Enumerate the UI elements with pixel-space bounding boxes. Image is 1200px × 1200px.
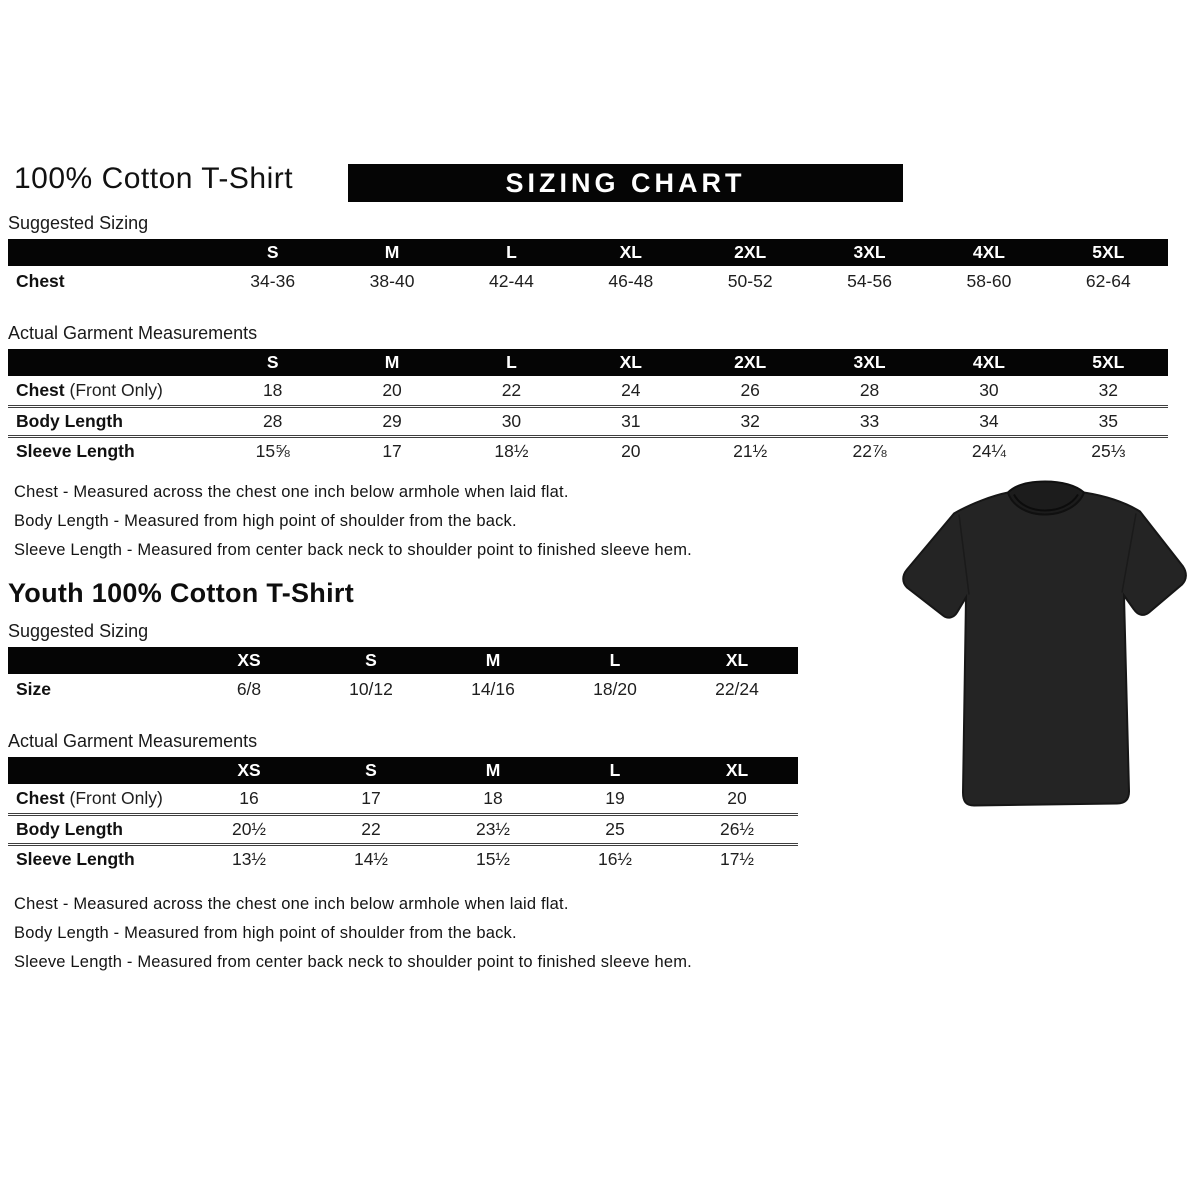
cell: 20 [571,436,690,466]
size-header: 2XL [691,239,810,266]
size-header: XL [676,647,798,674]
size-header: M [332,239,451,266]
tshirt-product-image [893,472,1193,822]
size-header: S [213,349,332,376]
youth-suggested-table [8,647,798,704]
youth-suggested-label: Suggested Sizing [8,621,149,641]
cell: 18 [483,787,503,808]
cell: 20½ [188,814,310,844]
row-label-text: Size [16,678,52,699]
size-header: L [452,239,571,266]
cell: 20 [727,787,747,808]
table-row [8,814,798,844]
row-label [8,406,213,436]
title-row [8,160,1170,204]
table-row [8,376,1168,406]
youth-notes [8,890,1170,977]
header-spacer [8,757,188,784]
cell: 28 [213,406,332,436]
cell: 22/24 [715,678,759,699]
cell: 29 [332,406,451,436]
size-header: XS [188,757,310,784]
cell: 20 [382,379,402,400]
row-label [8,266,213,296]
cell: 6/8 [236,678,262,699]
table-row [8,406,1168,436]
cell: 18/20 [593,678,637,699]
cell: 28 [859,379,880,400]
table-row [8,674,798,704]
cell: 18 [262,379,283,400]
youth-title: Youth 100% Cotton T-Shirt [8,578,354,608]
size-header: S [310,757,432,784]
cell: 46-48 [608,270,654,291]
cell: 62-64 [1085,270,1131,291]
adult-garment-label: Actual Garment Measurements [8,323,258,343]
cell: 19 [605,787,625,808]
cell: 50-52 [727,270,773,291]
youth-garment-label: Actual Garment Measurements [8,731,258,751]
cell: 24¼ [929,436,1048,466]
youth-garment-table [8,757,798,874]
cell: 14/16 [471,678,515,699]
row-label [8,844,188,874]
cell: 14½ [310,844,432,874]
size-header: XL [571,239,690,266]
row-label [8,376,213,406]
size-header: 4XL [929,349,1048,376]
row-label-suffix: (Front Only) [64,379,163,400]
row-label [8,814,188,844]
black-tshirt-graphic [893,472,1193,822]
adult-suggested-label: Suggested Sizing [8,213,149,233]
adult-suggested-table [8,239,1168,296]
note-chest: Chest - Measured across the chest one inch below armhole when laid flat. [14,895,569,913]
size-header: M [332,349,451,376]
cell: 15½ [432,844,554,874]
cell: 30 [452,406,571,436]
cell: 22 [501,379,522,400]
cell: 25 [554,814,676,844]
row-label [8,784,188,814]
row-label-text: Sleeve Length [16,441,135,462]
cell: 23½ [432,814,554,844]
cell: 10/12 [349,678,393,699]
cell: 17 [332,436,451,466]
cell: 26 [740,379,760,400]
cell: 30 [979,379,999,400]
cell: 22 [310,814,432,844]
cell: 31 [571,406,690,436]
size-header: L [554,647,676,674]
adult-garment-table [8,349,1168,466]
adult-suggested-header-row [8,239,1168,266]
header-spacer [8,647,188,674]
cell: 16½ [554,844,676,874]
size-header: 4XL [929,239,1048,266]
size-header: 2XL [691,349,810,376]
cell: 16 [239,787,259,808]
table-row [8,844,798,874]
row-label-text: Chest [16,270,65,291]
size-header: XL [676,757,798,784]
cell: 21½ [691,436,810,466]
size-header: L [554,757,676,784]
youth-garment-header-row [8,757,798,784]
size-header: M [432,647,554,674]
cell: 38-40 [369,270,415,291]
note-sleeve-length: Sleeve Length - Measured from center back neck to shoulder point to finished sleeve hem. [14,541,692,559]
size-header: L [452,349,571,376]
row-label-text: Body Length [16,818,123,839]
cell: 58-60 [966,270,1012,291]
table-row [8,266,1168,296]
cell: 26½ [676,814,798,844]
row-label-suffix: (Front Only) [64,787,163,808]
row-label [8,436,213,466]
size-header: 5XL [1049,239,1168,266]
size-header: 3XL [810,349,929,376]
row-label-text: Body Length [16,410,123,431]
header-spacer [8,239,213,266]
note-chest: Chest - Measured across the chest one inch below armhole when laid flat. [14,483,569,501]
cell: 25⅓ [1049,436,1168,466]
cell: 17½ [676,844,798,874]
cell: 24 [621,379,641,400]
note-body-length: Body Length - Measured from high point of shoulder from the back. [14,924,517,942]
cell: 22⅞ [810,436,929,466]
table-row [8,784,798,814]
row-label [8,674,188,704]
size-header: M [432,757,554,784]
adult-garment-header-row [8,349,1168,376]
cell: 18½ [452,436,571,466]
size-header: S [213,239,332,266]
adult-title: 100% Cotton T-Shirt [14,162,294,195]
row-label-text: Chest [16,787,65,808]
size-header: S [310,647,432,674]
note-body-length: Body Length - Measured from high point of shoulder from the back. [14,512,517,530]
cell: 32 [691,406,810,436]
cell: 33 [810,406,929,436]
cell: 32 [1098,379,1119,400]
cell: 42-44 [489,270,534,291]
cell: 17 [361,787,381,808]
size-header: XL [571,349,690,376]
youth-suggested-header-row [8,647,798,674]
cell: 15⅝ [213,436,332,466]
size-header: 5XL [1049,349,1168,376]
cell: 34 [929,406,1048,436]
row-label-text: Sleeve Length [16,849,135,870]
cell: 34-36 [250,270,296,291]
cell: 13½ [188,844,310,874]
size-header: XS [188,647,310,674]
note-sleeve-length: Sleeve Length - Measured from center back neck to shoulder point to finished sleeve hem. [14,953,692,971]
row-label-text: Chest [16,379,65,400]
size-header: 3XL [810,239,929,266]
header-spacer [8,349,213,376]
cell: 35 [1049,406,1168,436]
sizing-chart-banner: SIZING CHART [348,164,903,202]
table-row [8,436,1168,466]
cell: 54-56 [847,270,892,291]
